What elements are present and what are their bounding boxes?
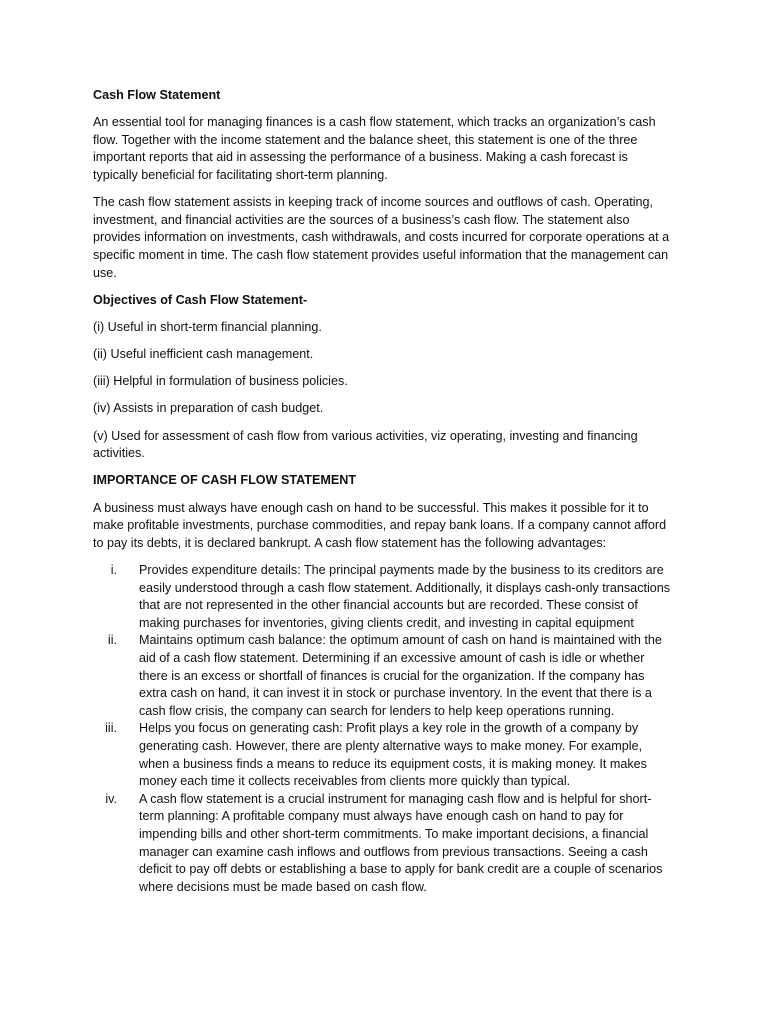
- advantage-text: A cash flow statement is a crucial instrument for managing cash flow and is helpful for short-term planning: A profitable company must always have enough cash on hand to pay for impending bills and other short-term commitments. To make important decisions, a financial manager can examine cash inflows and outflows from previous transactions. Seeing a cash deficit to pay off debts or establishing a base to apply for bank credit are a couple of scenarios where decisions must be made based on cash flow.: [139, 791, 663, 894]
- advantage-text: Provides expenditure details: The principal payments made by the business to its creditors are easily understood through a cash flow statement. Additionally, it displays cash-only transactions that are not represented in the other financial accounts but are recorded. These consist of making purchases for inventories, giving clients credit, and investing in capital equipment: [139, 563, 671, 630]
- objective-item-2: (ii) Useful inefficient cash management.: [93, 347, 314, 362]
- advantages-list: [93, 562, 675, 896]
- objective-item-4: (iv) Assists in preparation of cash budget.: [93, 401, 324, 416]
- document-page: [93, 87, 675, 896]
- objective-item-1: (i) Useful in short-term financial planning.: [93, 319, 322, 334]
- intro-paragraph-2: The cash flow statement assists in keeping track of income sources and outflows of cash. Operating, investment, and financial activities are the sources of a business’s cash flow. The statement also provides information on investments, cash withdrawals, and costs incurred for corporate operations at a specific moment in time. The cash flow statement provides useful information that the management can use.: [93, 195, 670, 280]
- advantage-item-3: [93, 720, 675, 790]
- advantage-text: Maintains optimum cash balance: the optimum amount of cash on hand is maintained with the aid of a cash flow statement. Determining if an excessive amount of cash is idle or whether there is an excess or shortfall of finances is crucial for the organization. If the company has extra cash on hand, it can invest it in stock or purchase inventory. In the event that there is a cash flow crisis, the company can search for lenders to help keep operations running.: [139, 633, 662, 718]
- intro-paragraph-1: An essential tool for managing finances is a cash flow statement, which tracks an organization’s cash flow. Together with the income statement and the balance sheet, this statement is one of the three important reports that aid in assessing the performance of a business. Making a cash forecast is typically beneficial for facilitating short-term planning.: [93, 115, 656, 182]
- advantage-number: i.: [110, 563, 117, 577]
- objectives-heading: Objectives of Cash Flow Statement-: [93, 292, 308, 307]
- importance-intro: A business must always have enough cash on hand to be successful. This makes it possible for it to make profitable investments, purchase commodities, and repay bank loans. If a company cannot afford to pay its debts, it is declared bankrupt. A cash flow statement has the following advantages:: [93, 500, 667, 550]
- objective-item-3: (iii) Helpful in formulation of business policies.: [93, 374, 348, 389]
- advantage-text: Helps you focus on generating cash: Profit plays a key role in the growth of a company by generating cash. However, there are plenty alternative ways to make money. For example, when a business finds a means to reduce its equipment costs, it is making money. It makes money each time it collects receivables from clients more quickly than typical.: [139, 721, 647, 789]
- advantage-number: iv.: [105, 791, 117, 806]
- document-title: Cash Flow Statement: [93, 88, 221, 102]
- advantage-item-4: [93, 791, 675, 897]
- advantage-number: ii.: [107, 633, 117, 648]
- advantage-item-2: [93, 632, 675, 720]
- importance-heading: IMPORTANCE OF CASH FLOW STATEMENT: [93, 473, 357, 488]
- advantage-item-1: [93, 562, 675, 632]
- advantage-number: iii.: [105, 721, 117, 736]
- objective-item-5: (v) Used for assessment of cash flow from various activities, viz operating, investing and financing activities.: [93, 428, 638, 461]
